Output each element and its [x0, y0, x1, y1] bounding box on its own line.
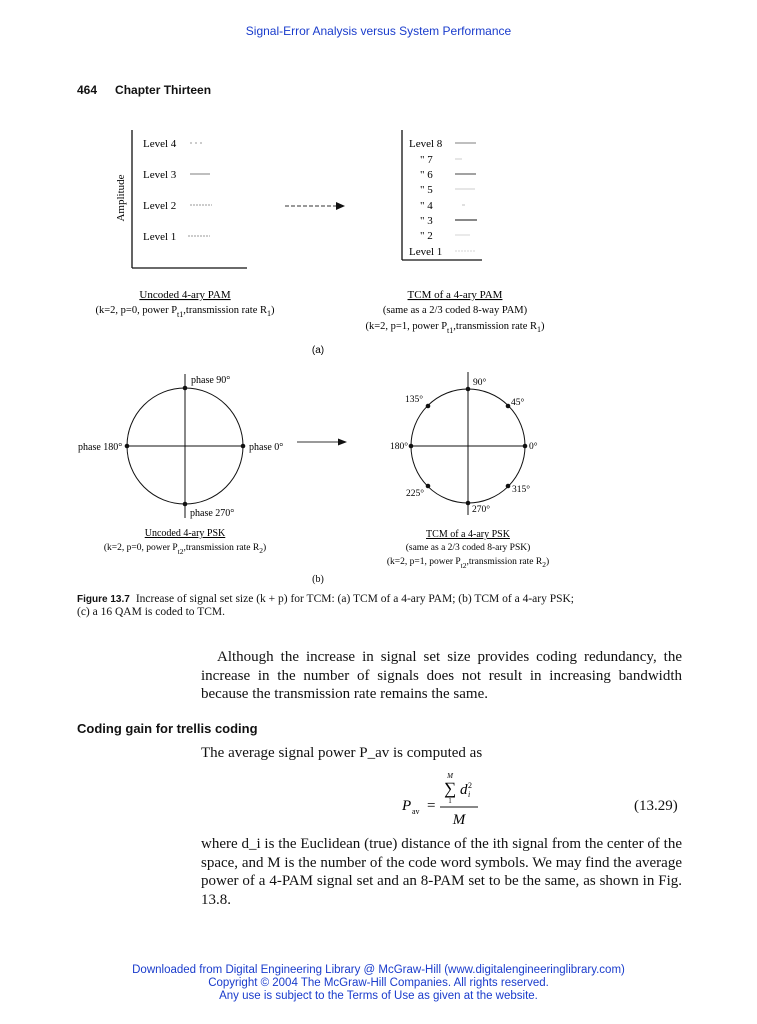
figure-a-label: (a): [311, 345, 325, 356]
left-level-3: Level 3: [143, 169, 177, 181]
right-psk-point-90: [466, 387, 471, 392]
right-level-1: Level 1: [409, 246, 443, 258]
left-psk-label-180: phase 180°: [78, 442, 123, 453]
right-psk-point-135: [426, 404, 431, 409]
right-psk-point-45: [506, 404, 511, 409]
body-paragraph-3: where d_i is the Euclidean (true) distance of the ith signal from the center of the space, and M is the number of the code word symbols. We may find the average power of a 4-PAM signal set and an 8-PAM set to be the same, as shown in Fig. 13.8.: [201, 836, 682, 908]
right-psk-label-225: 225°: [406, 489, 425, 499]
right-psk-point-225: [426, 484, 431, 489]
left-psk-params: (k=2, p=0, power $P_{t2},transmission$ rate $R_2$): [103, 543, 267, 556]
left-pam-params: (k=2, p=0, power $P_{t1},transmission$ rate $R_1$): [95, 305, 275, 319]
right-level-6: " 6: [420, 169, 433, 181]
right-psk-label-270: 270°: [472, 505, 491, 515]
right-pam-levels: [409, 138, 477, 258]
left-psk-point-0: [241, 444, 246, 449]
eq-denominator: M: [452, 812, 466, 828]
right-psk-point-315: [506, 484, 511, 489]
running-header: Signal-Error Analysis versus System Performance: [245, 24, 512, 38]
equation-number: (13.29): [634, 798, 678, 814]
footer-line-1[interactable]: Downloaded from Digital Engineering Library @ McGraw-Hill (www.digitalengineeringlibrary.com): [132, 964, 625, 976]
left-level-4: Level 4: [143, 138, 177, 150]
body-paragraph-2: The average signal power P_av is computed as: [201, 745, 483, 761]
left-psk-label-90: phase 90°: [191, 375, 231, 386]
left-psk-point-90: [183, 386, 188, 391]
arrow-b-head: [338, 439, 347, 446]
amplitude-label: Amplitude: [115, 174, 127, 222]
figure-caption-label: Figure 13.7: [77, 594, 130, 605]
right-psk-point-270: [466, 501, 471, 506]
eq-sum-upper: M: [447, 772, 453, 780]
right-psk-title: TCM of a 4-ary PSK: [426, 529, 510, 540]
footer: [0, 964, 757, 1003]
section-heading: Coding gain for trellis coding: [77, 721, 258, 736]
eq-equals: =: [427, 798, 436, 814]
figure-b-label: (b): [312, 574, 324, 585]
eq-sum-lower: 1: [448, 797, 452, 805]
eq-lhs: P: [402, 798, 412, 814]
right-level-3: " 3: [420, 215, 433, 227]
chapter-title: Chapter Thirteen: [115, 83, 212, 97]
right-psk-point-0: [523, 444, 528, 449]
right-psk-subtitle: (same as a 2/3 coded 8-ary PSK): [405, 543, 531, 553]
right-psk-label-315: 315°: [512, 485, 531, 495]
eq-lhs-sub: av: [412, 807, 420, 816]
left-pam-levels: [143, 138, 212, 243]
right-pam-params: (k=2, p=1, power $P_{t1},transmission$ rate $R_1$): [365, 321, 545, 335]
left-psk-label-270: phase 270°: [190, 508, 235, 519]
left-level-2: Level 2: [143, 200, 177, 212]
page-number: 464: [77, 83, 98, 97]
footer-line-3[interactable]: Any use is subject to the Terms of Use as given at the website.: [219, 990, 538, 1002]
right-psk-label-0: 0°: [529, 442, 538, 452]
figure-caption: [77, 593, 577, 619]
left-pam-title: Uncoded 4-ary PAM: [139, 289, 231, 301]
right-level-5: " 5: [420, 184, 433, 196]
figure-caption-text: Increase of signal set size (k + p) for TCM: (a) TCM of a 4-ary PAM; (b) TCM of a 4-ary PSK; (c) a 16 QAM is coded to TCM.: [77, 593, 575, 618]
left-level-1: Level 1: [143, 231, 177, 243]
right-level-8: Level 8: [409, 138, 443, 150]
right-level-2: " 2: [420, 230, 433, 242]
right-psk-label-180: 180°: [390, 442, 409, 452]
left-psk-point-270: [183, 502, 188, 507]
eq-summand: d: [460, 782, 468, 798]
right-pam-title: TCM of a 4-ary PAM: [407, 289, 503, 301]
left-psk-title: Uncoded 4-ary PSK: [144, 528, 226, 539]
right-level-7: " 7: [420, 154, 433, 166]
eq-summand-sup: 2: [468, 781, 472, 790]
right-psk-label-90: 90°: [473, 378, 487, 388]
footer-line-2: Copyright © 2004 The McGraw-Hill Companies. All rights reserved.: [208, 977, 549, 989]
arrow-a-head: [336, 202, 345, 210]
eq-summand-sub: i: [468, 790, 471, 799]
body-paragraph-1: Although the increase in signal set size provides coding redundancy, the increase in the number of signals does not result in increasing bandwidth because the transmission rate remains the same.: [201, 649, 682, 702]
left-psk-point-180: [125, 444, 130, 449]
right-psk-point-180: [409, 444, 414, 449]
right-level-4: " 4: [420, 200, 433, 212]
eq-sum-sign: ∑: [443, 779, 457, 798]
right-pam-subtitle: (same as a 2/3 coded 8-way PAM): [382, 305, 528, 316]
equation-13-29: [390, 766, 500, 830]
right-psk-label-135: 135°: [405, 395, 424, 405]
right-psk-label-45: 45°: [511, 398, 525, 408]
right-psk-params: (k=2, p=1, power $P_{t2},transmission$ rate $R_2$): [386, 557, 550, 570]
left-psk-label-0: phase 0°: [249, 442, 284, 453]
